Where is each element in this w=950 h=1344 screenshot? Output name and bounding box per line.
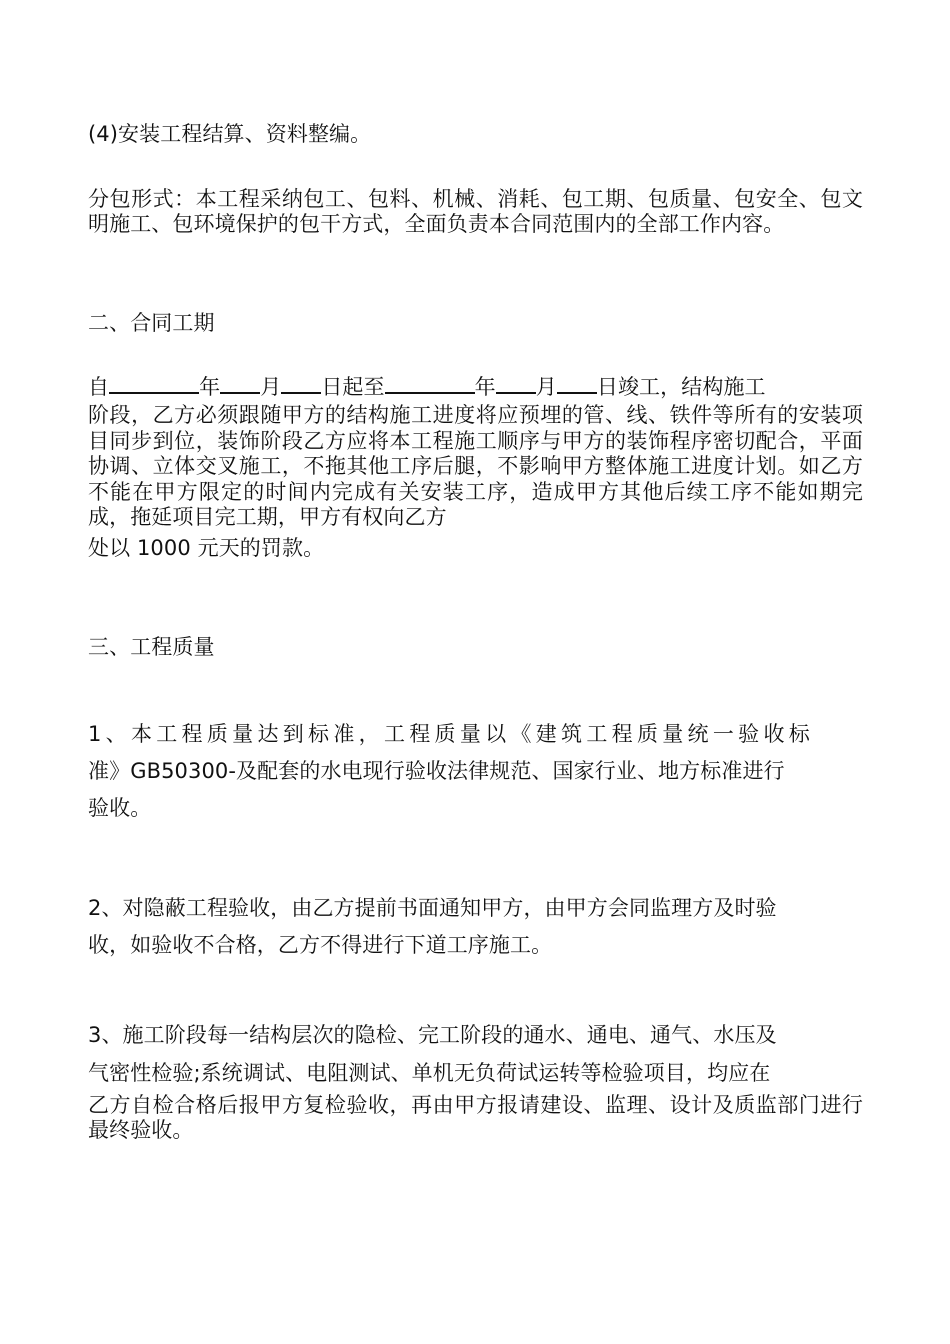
year-label: 年 [474,375,496,399]
subcontract-form-text: 分包形式：本工程采纳包工、包料、机械、消耗、包工期、包质量、包安全、包文明施工、包环境保护的包干方式，全面负责本合同范围内的全部工作内容。 [88,187,863,236]
quality-3-rest: 乙方自检合格后报甲方复检验收，再由甲方报请建设、监理、设计及质监部门进行最终验收。 [88,1093,863,1142]
start-day-blank [281,374,321,394]
period-body-text: 阶段，乙方必须跟随甲方的结构施工进度将应预埋的管、线、铁件等所有的安装项目同步到位，装饰阶段乙方应将本工程施工顺序与甲方的装饰程序密切配合，平面协调、立体交叉施工，不拖其他工序后腿，不影响甲方整体施工进度计划。如乙方不能在甲方限定的时间内完成有关安装工序，造成甲方其他后续工序不能如期完成，拖延项目完工期，甲方有权向乙方 [88,403,863,529]
start-month-blank [220,374,260,394]
quality-2-line-1: 2、对隐蔽工程验收，由乙方提前书面通知甲方，由甲方会同监理方及时验 [88,896,777,920]
quality-item-3 [88,1016,863,1143]
quality-1-line-1: 1、本工程质量达到标准，工程质量以《建筑工程质量统一验收标 [88,722,815,746]
contract-period-paragraph [88,373,863,565]
quality-1-line-2: 准》GB50300-及配套的水电现行验收法律规范、国家行业、地方标准进行 [88,759,785,783]
year-label: 年 [199,375,221,399]
month-label: 月 [535,375,557,399]
start-year-blank [109,374,199,394]
quality-item-2 [88,890,863,964]
month-label: 月 [260,375,282,399]
day-to-label: 日起至 [321,375,385,399]
period-first-line [88,373,863,401]
quality-3-line-2: 气密性检验;系统调试、电阻测试、单机无负荷试运转等检验项目，均应在 [88,1061,771,1085]
section-3-heading [88,635,863,660]
item-4-paragraph [88,122,863,147]
subcontract-form-paragraph [88,187,863,237]
end-day-blank [557,374,597,394]
quality-item-1 [88,716,863,827]
item-4-text: (4)安装工程结算、资料整编。 [88,122,372,146]
quality-2-line-2: 收，如验收不合格，乙方不得进行下道工序施工。 [88,933,553,957]
end-month-blank [496,374,536,394]
period-from-text: 自 [88,375,110,399]
completion-text: 日竣工，结构施工 [596,375,766,399]
quality-3-line-1: 3、施工阶段每一结构层次的隐检、完工阶段的通水、通电、通气、水压及 [88,1023,777,1047]
section-3-title: 三、工程质量 [88,635,215,659]
quality-1-line-3: 验收。 [88,796,152,820]
period-penalty-line: 处以 1000 元天的罚款。 [88,535,325,560]
section-2-title: 二、合同工期 [88,311,215,335]
end-year-blank [385,374,475,394]
section-2-heading [88,311,863,336]
